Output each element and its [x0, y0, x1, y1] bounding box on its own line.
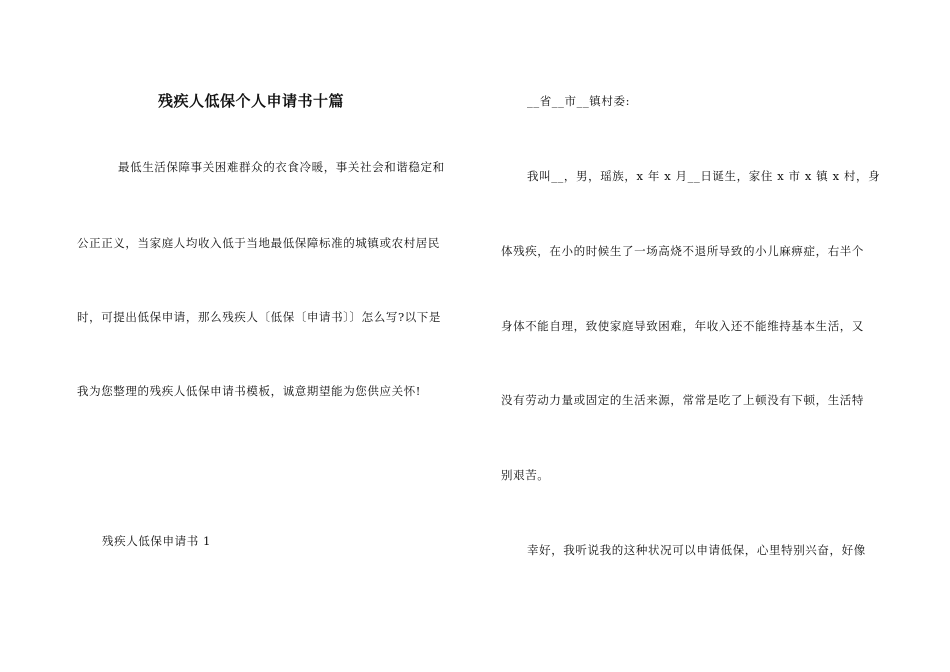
left-paragraph-line: 我为您整理的残疾人低保申请书模板，诚意期望能为您供应关怀!	[77, 384, 422, 398]
right-paragraph-line: 体残疾，在小的时候生了一场高烧不退所导致的小儿麻痹症，右半个	[501, 244, 864, 258]
right-paragraph-line: 身体不能自理，致使家庭导致困难，年收入还不能维持基本生活，又	[501, 319, 864, 333]
salutation: __省__市__镇村委:	[527, 94, 631, 108]
right-paragraph-line: 我叫__，男，瑶族，x 年 x 月__日诞生，家住 x 市 x 镇 x 村，身	[527, 169, 881, 183]
right-paragraph-line: 别艰苦。	[501, 468, 550, 482]
right-paragraph-line: 幸好，我听说我的这种状况可以申请低保，心里特别兴奋，好像	[527, 543, 866, 557]
right-paragraph-line: 没有劳动力量或固定的生活来源，常常是吃了上顿没有下顿，生活特	[501, 393, 864, 407]
section-heading: 残疾人低保申请书 1	[102, 534, 211, 548]
left-paragraph-line: 公正正义，当家庭人均收入低于当地最低保障标准的城镇或农村居民	[77, 236, 440, 250]
document-title: 残疾人低保个人申请书十篇	[158, 92, 345, 110]
left-paragraph-line: 时，可提出低保申请，那么残疾人〔低保〔申请书〕〕怎么写?以下是	[77, 310, 442, 324]
left-paragraph-line: 最低生活保障事关困难群众的衣食冷暖，事关社会和谐稳定和	[118, 160, 445, 174]
